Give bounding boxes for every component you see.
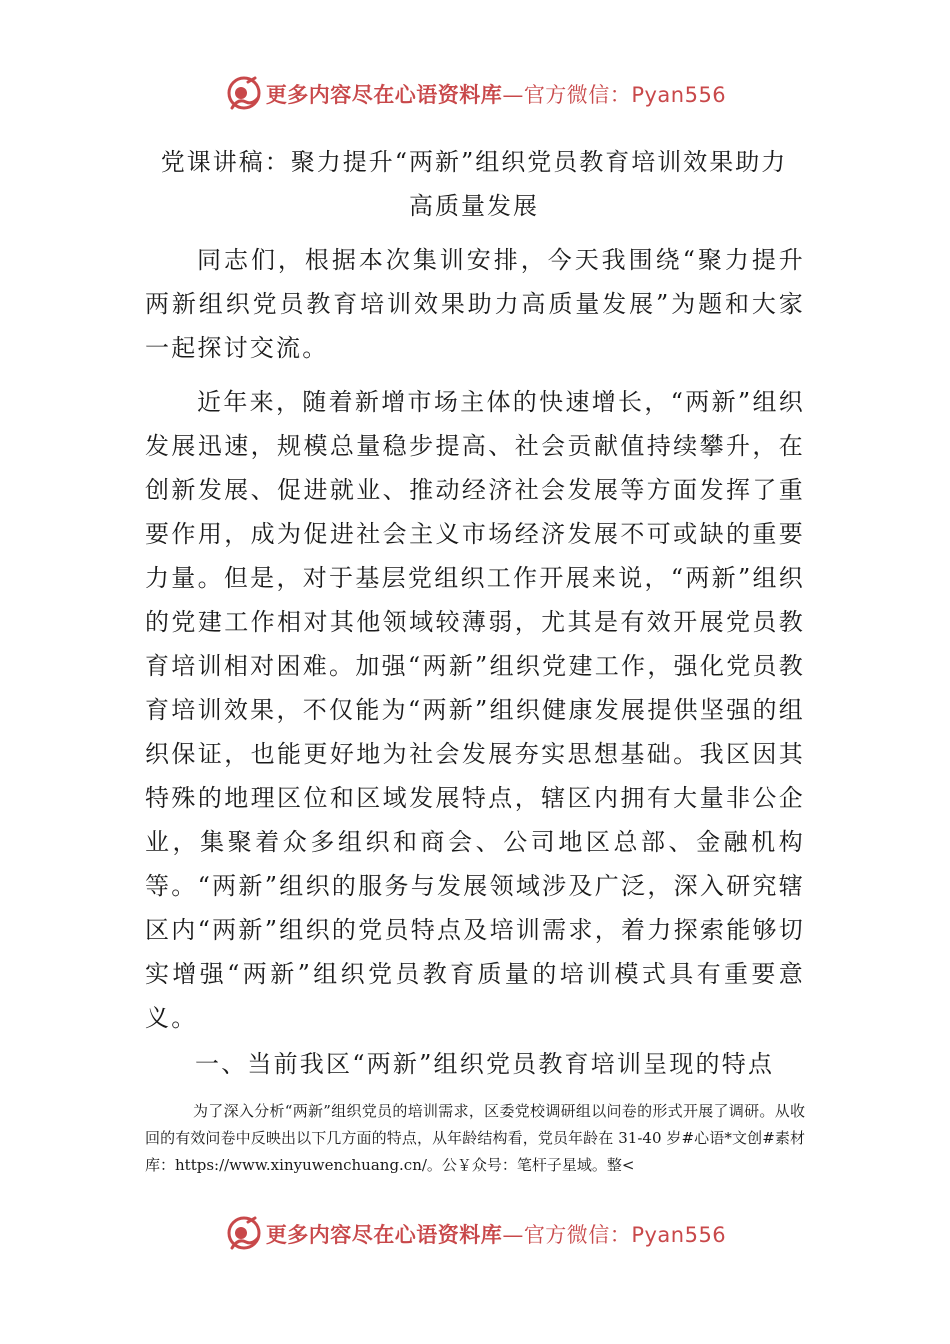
banner-text: [266, 1219, 726, 1249]
banner-slogan: 更多内容尽在心语资料库: [265, 1223, 503, 1247]
paragraph-background: 近年来，随着新增市场主体的快速增长，“两新”组织发展迅速，规模总量稳步提高、社会贡献值持续攀升，在创新发展、促进就业、推动经济社会发展等方面发挥了重要作用，成为促进社会主义市场经济发展不可或缺的重要力量。但是，对于基层党组织工作开展来说，“两新”组织的党建工作相对其他领域较薄弱，尤其是有效开展党员教育培训相对困难。加强“两新”组织党建工作，强化党员教育培训效果，不仅能为“两新”组织健康发展提供坚强的组织保证，也能更好地为社会发展夯实思想基础。我区因其特殊的地理区位和区域发展特点，辖区内拥有大量非公企业，集聚着众多组织和商会、公司地区总部、金融机构等。“两新”组织的服务与发展领域涉及广泛，深入研究辖区内“两新”组织的党员特点及培训需求，着力探索能够切实增强“两新”组织党员教育质量的培训模式具有重要意义。: [145, 388, 805, 1032]
banner-wechat-id: Pyan556: [631, 1223, 727, 1247]
section-heading: 一、当前我区“两新”组织党员教育培训呈现的特点: [195, 1050, 775, 1078]
banner-separator: —: [502, 1223, 524, 1247]
banner-wechat-label: 官方微信：: [523, 1223, 632, 1247]
xinyu-logo-icon: [224, 74, 264, 114]
document-title: 党课讲稿：聚力提升“两新”组织党员教育培训效果助力高质量发展: [160, 148, 788, 220]
paragraph-survey: 为了深入分析“两新”组织党员的培训需求，区委党校调研组以问卷的形式开展了调研。从收回的有效问卷中反映出以下几方面的特点，从年龄结构看，党员年龄在 31-40 岁#心语*文创#素材库：https://www.xinyuwenchuang.cn/。公￥众号：笔杆子星域。整<: [145, 1102, 805, 1174]
paragraph-intro: 同志们，根据本次集训安排，今天我围绕“聚力提升两新组织党员教育培训效果助力高质量发展”为题和大家一起探讨交流。: [145, 246, 805, 362]
xinyu-logo-icon: [224, 1214, 264, 1254]
banner-slogan: 更多内容尽在心语资料库: [265, 83, 503, 107]
top-banner: [0, 74, 950, 114]
banner-wechat-label: 官方微信：: [523, 83, 632, 107]
banner-wechat-id: Pyan556: [631, 83, 727, 107]
banner-separator: —: [502, 83, 524, 107]
bottom-banner: [0, 1214, 950, 1254]
banner-text: [266, 79, 726, 109]
